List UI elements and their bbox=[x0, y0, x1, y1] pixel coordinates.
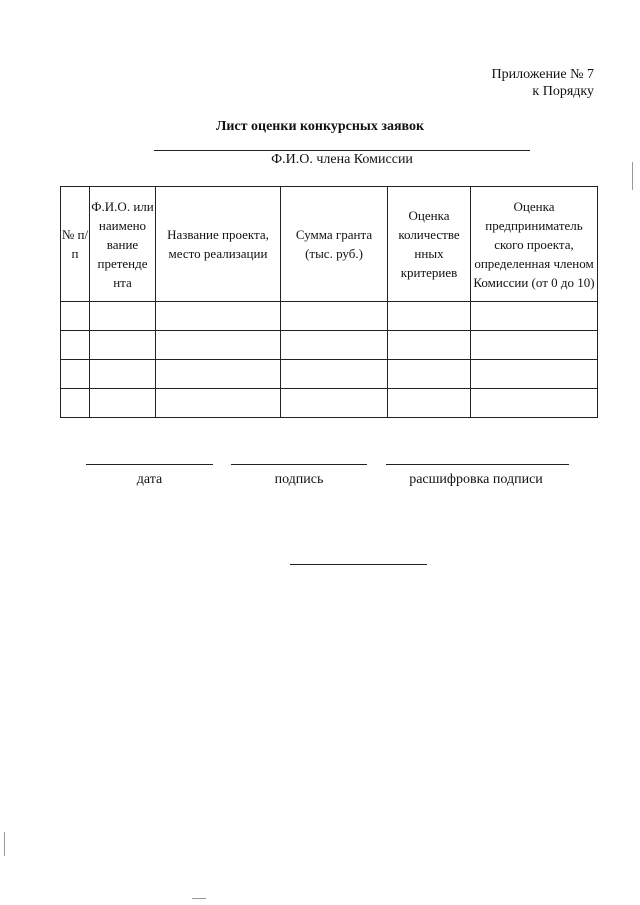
table-cell bbox=[471, 389, 598, 418]
header-project: Название проекта, место реализации bbox=[156, 187, 281, 302]
table-cell bbox=[90, 389, 156, 418]
table-cell bbox=[388, 389, 471, 418]
table-row bbox=[61, 302, 598, 331]
header-number: № п/п bbox=[61, 187, 90, 302]
table-cell bbox=[156, 331, 281, 360]
signature-line bbox=[231, 464, 367, 465]
table-cell bbox=[471, 360, 598, 389]
table-cell bbox=[156, 360, 281, 389]
scan-artifact bbox=[4, 832, 5, 856]
table-cell bbox=[61, 360, 90, 389]
member-name-label: Ф.И.О. члена Комиссии bbox=[271, 152, 413, 167]
table-row bbox=[61, 389, 598, 418]
table-cell bbox=[61, 331, 90, 360]
table-cell bbox=[471, 331, 598, 360]
table-cell bbox=[388, 302, 471, 331]
table-row bbox=[61, 331, 598, 360]
appendix-order: к Порядку bbox=[532, 84, 594, 99]
header-member-score: Оценка предприниматель ского проекта, определенная членом Комиссии (от 0 до 10) bbox=[471, 187, 598, 302]
table-cell bbox=[471, 302, 598, 331]
signature-decode-line bbox=[386, 464, 569, 465]
table-cell bbox=[90, 331, 156, 360]
header-quantitative-score: Оценка количестве нных критериев bbox=[388, 187, 471, 302]
table-cell bbox=[156, 389, 281, 418]
table-cell bbox=[281, 389, 388, 418]
date-label: дата bbox=[136, 472, 163, 487]
date-line bbox=[86, 464, 213, 465]
appendix-number: Приложение № 7 bbox=[491, 67, 594, 82]
scan-artifact bbox=[192, 898, 206, 899]
table-cell bbox=[61, 389, 90, 418]
header-grant-amount: Сумма гранта (тыс. руб.) bbox=[281, 187, 388, 302]
table-cell bbox=[281, 302, 388, 331]
document-title: Лист оценки конкурсных заявок bbox=[215, 119, 425, 134]
table-cell bbox=[281, 360, 388, 389]
table-cell bbox=[388, 331, 471, 360]
table-cell bbox=[90, 360, 156, 389]
table-cell bbox=[156, 302, 281, 331]
bottom-separator-line bbox=[290, 564, 427, 565]
header-applicant: Ф.И.О. или наимено вание претенде нта bbox=[90, 187, 156, 302]
signature-decode-label: расшифровка подписи bbox=[409, 472, 543, 487]
table-cell bbox=[61, 302, 90, 331]
evaluation-table bbox=[60, 186, 598, 418]
appendix-reference bbox=[492, 66, 595, 100]
signature-label: подпись bbox=[274, 472, 324, 487]
table-cell bbox=[90, 302, 156, 331]
scan-artifact bbox=[632, 162, 633, 190]
table-header-row bbox=[61, 187, 598, 302]
table-cell bbox=[388, 360, 471, 389]
table-cell bbox=[281, 331, 388, 360]
member-name-line bbox=[154, 150, 530, 151]
table-row bbox=[61, 360, 598, 389]
